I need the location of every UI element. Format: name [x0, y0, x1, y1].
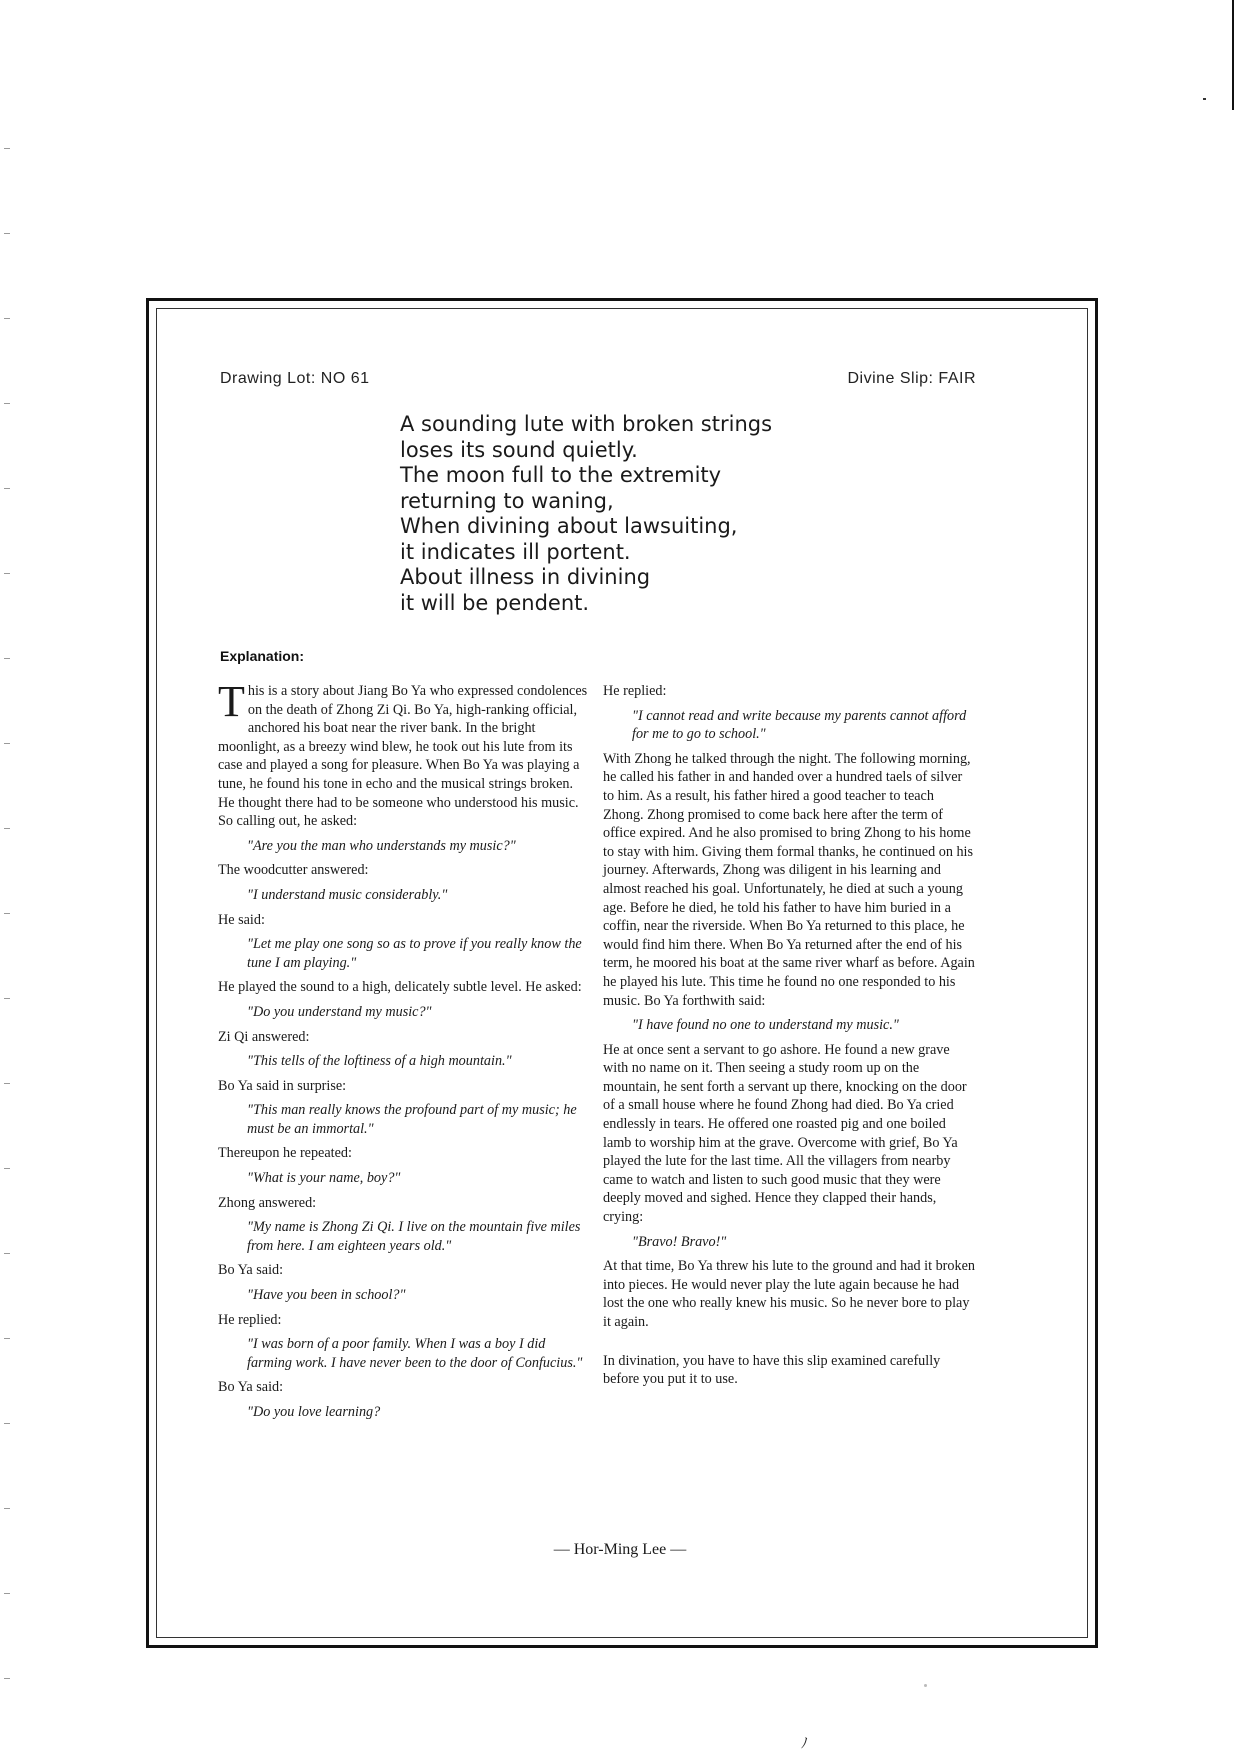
explanation-right-column — [603, 682, 975, 1395]
poem-line: loses its sound quietly. — [400, 437, 638, 462]
paragraph-gap — [603, 1338, 975, 1352]
dialogue-quote: "Have you been in school?" — [247, 1287, 406, 1304]
explanation-heading: Explanation: — [220, 648, 305, 664]
dialogue-quote: "Do you understand my music?" — [247, 1003, 432, 1020]
binder-tick — [4, 488, 10, 489]
dialogue-quote: "Let me play one song so as to prove if you really know the tune I am playing." — [247, 936, 582, 971]
bottom-handwritten-mark: ﾉ — [801, 1737, 808, 1752]
narration-line: Zhong answered: — [218, 1194, 317, 1211]
binder-tick — [4, 233, 10, 234]
binder-tick — [4, 1593, 10, 1594]
poem-line: A sounding lute with broken strings — [400, 412, 773, 436]
poem-line: it indicates ill portent. — [400, 539, 631, 564]
poem-line: About illness in divining — [400, 565, 651, 589]
story-paragraph: He at once sent a servant to go ashore. He found a new grave with no name on it. Then seeing a study room up on the mountain, he sent forth a servant up there, knocking on the door of a small house where he found Zhong had died. Bo Ya cried endlessly in tears. He offered one roasted pig and one boiled lamb to worship him at the grave. Overcome with grief, Bo Ya played the lute for the last time. All the villagers from nearby came to watch and listen to such good music that they were deeply moved and sighed. Hence they clapped their hands, crying: — [603, 1041, 967, 1226]
explanation-left-column — [218, 677, 588, 1428]
dialogue-quote: "This man really knows the profound part of my music; he must be an immortal." — [247, 1102, 577, 1137]
poem-line: returning to waning, — [400, 488, 614, 513]
divination-note: In divination, you have to have this slip examined carefully before you put it to use. — [603, 1352, 941, 1388]
dialogue-quote: "I was born of a poor family. When I was a boy I did farming work. I have never been to the door of Confucius." — [247, 1336, 583, 1371]
story-paragraph: At that time, Bo Ya threw his lute to the ground and had it broken into pieces. He would never play the lute again because he had lost the one who really knew his music. So he never bore to play it again. — [603, 1258, 975, 1330]
binder-tick — [4, 403, 10, 404]
poem-line: The moon full to the extremity — [400, 463, 722, 487]
dialogue-quote: "Are you the man who understands my music?" — [247, 837, 516, 854]
binder-tick — [4, 1678, 10, 1679]
binder-tick — [4, 998, 10, 999]
dialogue-quote: "What is your name, boy?" — [247, 1170, 401, 1187]
binder-tick — [4, 1253, 10, 1254]
scan-speck — [924, 1684, 927, 1687]
narration-line: He replied: — [603, 683, 667, 699]
binder-tick — [4, 1168, 10, 1169]
binder-tick — [4, 658, 10, 659]
dialogue-quote: "Bravo! Bravo!" — [632, 1233, 727, 1250]
story-paragraph: With Zhong he talked through the night. The following morning, he called his father in and handed over a hundred taels of silver to him. As a result, his father hired a good teacher to teach Zhong. Zhong promised to come back here after the term of office expired. And he also promised to bring Zhong to his home to stay with him. Giving them formal thanks, he continued on his journey. Afterwards, Zhong was diligent in his learning and almost reached his goal. Unfortunately, he died at such a young age. Before he died, he told his father to have him buried in a coffin, near the riverside. When Bo Ya returned to this place, he would find him there. When Bo Ya returned after the end of his term, he moored his boat at the same river wharf as before. Again he played his lute. This time he found no one responded to his music. Bo Ya forthwith said: — [603, 750, 975, 1009]
narration-line: Bo Ya said: — [218, 1379, 284, 1396]
binder-tick — [4, 1423, 10, 1424]
poem-line: it will be pendent. — [400, 590, 590, 615]
author-signature: — Hor-Ming Lee — — [553, 1541, 687, 1558]
binder-tick — [4, 573, 10, 574]
binder-tick — [4, 913, 10, 914]
poem-line: When divining about lawsuiting, — [400, 514, 738, 538]
binder-tick — [4, 1083, 10, 1084]
binder-tick — [4, 318, 10, 319]
dialogue-quote: "I have found no one to understand my music." — [632, 1017, 899, 1034]
binder-tick — [4, 148, 10, 149]
divine-slip-label: Divine Slip: FAIR — [847, 370, 976, 387]
binder-tick — [4, 743, 10, 744]
scan-speck — [1203, 98, 1206, 100]
dialogue-quote: "My name is Zhong Zi Qi. I live on the mountain five miles from here. I am eighteen years old." — [247, 1219, 581, 1254]
dialogue-quote: "This tells of the loftiness of a high mountain." — [247, 1053, 512, 1070]
narration-line: He played the sound to a high, delicately subtle level. He asked: — [218, 979, 582, 996]
narration-line: Bo Ya said: — [218, 1262, 284, 1279]
narration-line: He said: — [218, 911, 265, 928]
intro-paragraph — [218, 677, 588, 831]
drop-cap: T — [218, 677, 245, 726]
drawing-lot-label: Drawing Lot: NO 61 — [220, 370, 370, 387]
dialogue-quote: "I cannot read and write because my parents cannot afford for me to go to school." — [632, 707, 967, 743]
scan-edge-mark — [1232, 0, 1234, 110]
binder-tick — [4, 1338, 10, 1339]
narration-line: Bo Ya said in surprise: — [218, 1077, 347, 1094]
narration-line: Zi Qi answered: — [218, 1028, 310, 1045]
narration-line: He replied: — [218, 1311, 282, 1328]
binder-tick — [4, 828, 10, 829]
intro-text: his is a story about Jiang Bo Ya who expressed condolences on the death of Zhong Zi Qi. Bo Ya, high-ranking official, anchored his boat near the river bank. In the bright moonlight, as a breezy wind blew, he took out his lute from its case and played a song for pleasure. When Bo Ya was playing a tune, he found his tone in echo and the musical strings broken. He thought there had to be someone who understood his music. So calling out, he asked: — [218, 683, 588, 830]
binder-tick — [4, 1508, 10, 1509]
poem — [400, 412, 920, 616]
narration-line: Thereupon he repeated: — [218, 1145, 352, 1162]
dialogue-quote: "I understand music considerably." — [247, 886, 448, 903]
dialogue-quote: "Do you love learning? — [247, 1404, 381, 1420]
narration-line: The woodcutter answered: — [218, 862, 369, 879]
